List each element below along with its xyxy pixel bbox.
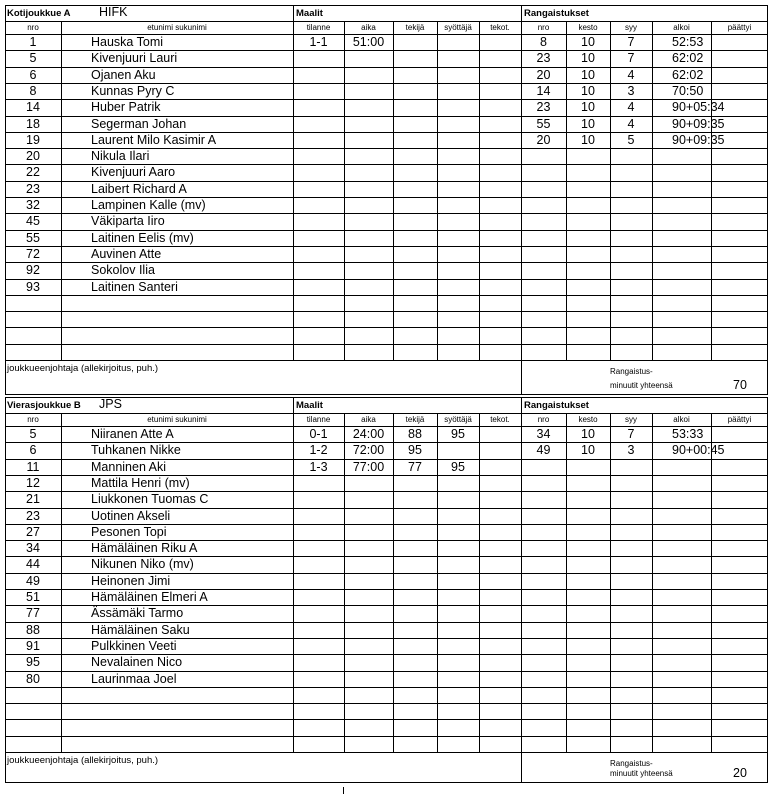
player-name: Pesonen Topi	[91, 525, 167, 539]
penalty-minutes-label-2: minuutit yhteensä	[610, 769, 673, 778]
player-number: 91	[26, 639, 40, 653]
col-header-paattyi: päättyi	[727, 415, 752, 424]
player-number: 8	[29, 84, 37, 98]
player-number: 21	[26, 492, 40, 506]
grid-line	[5, 311, 768, 312]
player-number: 5	[29, 427, 37, 441]
grid-line	[5, 394, 768, 395]
col-header-tilanne: tilanne	[306, 415, 331, 424]
col-header-tekot: tekot.	[490, 415, 510, 424]
penalty-player: 34	[536, 427, 551, 441]
penalty-reason: 5	[627, 133, 635, 147]
penalty-start: 62:02	[672, 51, 704, 65]
penalty-reason: 7	[627, 35, 635, 49]
player-number: 1	[29, 35, 37, 49]
penalty-minutes-label: Rangaistus-	[610, 759, 653, 768]
grid-line	[344, 21, 345, 360]
player-name: Tuhkanen Nikke	[91, 443, 181, 457]
player-number: 6	[29, 443, 37, 457]
penalty-minutes-label-2: minuutit yhteensä	[610, 381, 673, 390]
grid-line	[5, 687, 768, 688]
player-name: Hämäläinen Riku A	[91, 541, 198, 555]
penalties-title: Rangaistukset	[524, 400, 589, 411]
team-label: Vierasjoukkue B	[7, 400, 81, 411]
col-header-alkoi: alkoi	[673, 23, 690, 32]
manager-signature-label: joukkueenjohtaja (allekirjoitus, puh.)	[7, 363, 159, 374]
penalty-start: 90+09:35	[672, 133, 725, 147]
goal-score: 1-1	[309, 35, 328, 49]
penalty-player: 20	[536, 68, 551, 82]
team-name: HIFK	[99, 5, 128, 19]
col-header-kesto: kesto	[578, 415, 598, 424]
col-header-name: etunimi sukunimi	[147, 23, 207, 32]
player-name: Laitinen Santeri	[91, 280, 178, 294]
penalty-minutes-label: Rangaistus-	[610, 367, 653, 376]
player-name: Nikunen Niko (mv)	[91, 557, 194, 571]
grid-line	[61, 413, 62, 752]
penalty-player: 20	[536, 133, 551, 147]
col-header-syy: syy	[625, 415, 637, 424]
penalty-duration: 10	[581, 133, 595, 147]
player-number: 20	[26, 149, 40, 163]
penalty-minutes-total: 70	[733, 378, 747, 392]
player-number: 23	[26, 509, 40, 523]
player-number: 14	[26, 100, 40, 114]
goals-title: Maalit	[296, 8, 323, 19]
col-header-syy: syy	[625, 23, 637, 32]
grid-line	[711, 21, 712, 360]
penalty-reason: 4	[627, 68, 635, 82]
player-name: Pulkkinen Veeti	[91, 639, 177, 653]
grid-line	[479, 21, 480, 360]
penalty-reason: 4	[627, 100, 635, 114]
player-name: Auvinen Atte	[91, 247, 162, 261]
player-name: Hämäläinen Saku	[91, 623, 190, 637]
penalty-duration: 10	[581, 117, 595, 131]
grid-line	[437, 21, 438, 360]
goal-score: 1-2	[309, 443, 328, 457]
player-number: 19	[26, 133, 40, 147]
player-name: Huber Patrik	[91, 100, 161, 114]
penalty-start: 90+05:34	[672, 100, 725, 114]
goal-scorer: 77	[408, 460, 422, 474]
col-header-paattyi: päättyi	[727, 23, 752, 32]
player-name: Ässämäki Tarmo	[91, 606, 184, 620]
player-name: Ojanen Aku	[91, 68, 156, 82]
grid-line	[61, 21, 62, 360]
player-number: 72	[26, 247, 40, 261]
penalty-duration: 10	[581, 35, 595, 49]
player-name: Sokolov Ilia	[91, 263, 155, 277]
col-header-tekot: tekot.	[490, 23, 510, 32]
penalty-player: 49	[536, 443, 551, 457]
player-name: Laurinmaa Joel	[91, 672, 177, 686]
player-number: 34	[26, 541, 40, 555]
player-number: 22	[26, 165, 40, 179]
col-header-syottaja: syöttäjä	[444, 415, 472, 424]
goal-assist: 95	[451, 460, 465, 474]
penalty-reason: 4	[627, 117, 635, 131]
player-name: Kivenjuuri Aaro	[91, 165, 176, 179]
player-name: Heinonen Jimi	[91, 574, 171, 588]
goal-time: 24:00	[352, 427, 385, 441]
player-name: Laurent Milo Kasimir A	[91, 133, 217, 147]
goals-title: Maalit	[296, 400, 323, 411]
penalty-player: 23	[536, 51, 551, 65]
penalties-title: Rangaistukset	[524, 8, 589, 19]
penalty-start: 62:02	[672, 68, 704, 82]
grid-line	[5, 752, 768, 753]
grid-line	[5, 736, 768, 737]
player-number: 55	[26, 231, 40, 245]
grid-line	[566, 413, 567, 752]
col-header-penalty-nro: nro	[537, 23, 550, 32]
player-number: 45	[26, 214, 40, 228]
col-header-tilanne: tilanne	[306, 23, 331, 32]
penalty-duration: 10	[581, 84, 595, 98]
col-header-nro: nro	[27, 23, 39, 32]
player-number: 11	[26, 460, 40, 474]
grid-line	[479, 413, 480, 752]
penalty-duration: 10	[581, 51, 595, 65]
player-number: 12	[26, 476, 40, 490]
player-name: Lampinen Kalle (mv)	[91, 198, 206, 212]
player-number: 6	[29, 68, 37, 82]
player-name: Liukkonen Tuomas C	[91, 492, 209, 506]
player-name: Hauska Tomi	[91, 35, 164, 49]
col-header-aika: aika	[361, 415, 376, 424]
grid-line	[767, 5, 768, 394]
col-header-tekija: tekijä	[405, 415, 425, 424]
grid-line	[652, 21, 653, 360]
penalty-player: 23	[536, 100, 551, 114]
player-name: Kivenjuuri Lauri	[91, 51, 178, 65]
grid-line	[5, 344, 768, 345]
col-header-syottaja: syöttäjä	[444, 23, 472, 32]
player-number: 95	[26, 655, 40, 669]
player-name: Hämäläinen Elmeri A	[91, 590, 208, 604]
penalty-start: 70:50	[672, 84, 704, 98]
goal-scorer: 88	[408, 427, 422, 441]
manager-signature-label: joukkueenjohtaja (allekirjoitus, puh.)	[7, 755, 159, 766]
player-number: 77	[26, 606, 40, 620]
player-name: Väkiparta Iiro	[91, 214, 165, 228]
player-number: 27	[26, 525, 40, 539]
grid-line	[5, 327, 768, 328]
grid-line	[5, 295, 768, 296]
player-name: Laitinen Eelis (mv)	[91, 231, 194, 245]
player-number: 5	[29, 51, 37, 65]
player-name: Manninen Aki	[91, 460, 167, 474]
grid-line	[610, 413, 611, 752]
penalty-duration: 10	[581, 427, 595, 441]
goal-time: 77:00	[352, 460, 385, 474]
player-name: Laibert Richard A	[91, 182, 187, 196]
player-name: Nevalainen Nico	[91, 655, 183, 669]
penalty-duration: 10	[581, 100, 595, 114]
player-number: 44	[26, 557, 40, 571]
col-header-alkoi: alkoi	[673, 415, 690, 424]
grid-line	[393, 21, 394, 360]
player-name: Nikula Ilari	[91, 149, 150, 163]
player-name: Niiranen Atte A	[91, 427, 174, 441]
penalty-start: 90+09:35	[672, 117, 725, 131]
col-header-tekija: tekijä	[405, 23, 425, 32]
player-number: 49	[26, 574, 40, 588]
col-header-name: etunimi sukunimi	[147, 415, 207, 424]
player-name: Segerman Johan	[91, 117, 187, 131]
grid-line	[5, 413, 768, 414]
grid-line	[5, 782, 768, 783]
goal-time: 72:00	[352, 443, 385, 457]
grid-line	[711, 413, 712, 752]
penalty-player: 8	[540, 35, 547, 49]
player-name: Mattila Henri (mv)	[91, 476, 190, 490]
player-number: 88	[26, 623, 40, 637]
penalty-player: 55	[536, 117, 551, 131]
player-number: 23	[26, 182, 40, 196]
grid-line	[343, 787, 344, 794]
player-number: 80	[26, 672, 40, 686]
goal-score: 1-3	[309, 460, 328, 474]
penalty-reason: 7	[627, 427, 635, 441]
penalty-start: 53:33	[672, 427, 704, 441]
grid-line	[5, 719, 768, 720]
col-header-nro: nro	[27, 415, 39, 424]
goal-assist: 95	[451, 427, 465, 441]
col-header-kesto: kesto	[578, 23, 598, 32]
penalty-reason: 7	[627, 51, 635, 65]
goal-scorer: 95	[408, 443, 422, 457]
grid-line	[293, 5, 294, 360]
penalty-duration: 10	[581, 443, 595, 457]
col-header-penalty-nro: nro	[537, 415, 550, 424]
player-number: 32	[26, 198, 40, 212]
penalty-minutes-total: 20	[733, 766, 747, 780]
col-header-aika: aika	[361, 23, 376, 32]
player-number: 51	[26, 590, 40, 604]
player-name: Uotinen Akseli	[91, 509, 171, 523]
player-number: 18	[26, 117, 40, 131]
team-label: Kotijoukkue A	[7, 8, 71, 19]
player-name: Kunnas Pyry C	[91, 84, 175, 98]
team-name: JPS	[99, 397, 122, 411]
penalty-start: 52:53	[672, 35, 704, 49]
goal-time: 51:00	[352, 35, 385, 49]
player-number: 93	[26, 280, 40, 294]
grid-line	[5, 703, 768, 704]
penalty-player: 14	[536, 84, 551, 98]
penalty-duration: 10	[581, 68, 595, 82]
grid-line	[5, 21, 768, 22]
penalty-start: 90+00:45	[672, 443, 725, 457]
grid-line	[5, 360, 768, 361]
player-number: 92	[26, 263, 40, 277]
penalty-reason: 3	[627, 443, 635, 457]
penalty-reason: 3	[627, 84, 635, 98]
goal-score: 0-1	[309, 427, 328, 441]
grid-line	[652, 413, 653, 752]
